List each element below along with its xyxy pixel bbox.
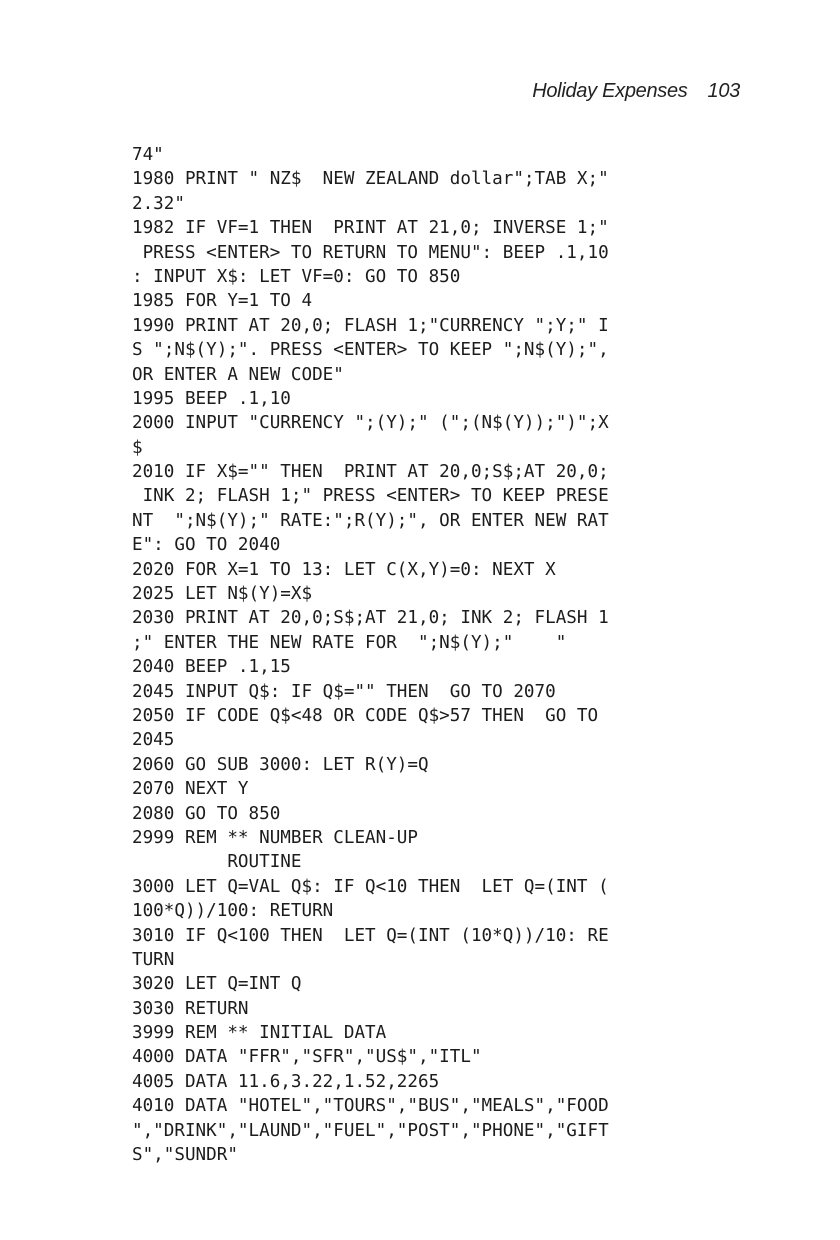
- basic-program-listing: [132, 143, 772, 1167]
- code-line: 2045 INPUT Q$: IF Q$="" THEN GO TO 2070: [132, 681, 556, 702]
- code-line: 1990 PRINT AT 20,0; FLASH 1;"CURRENCY ";Y;" I: [132, 315, 609, 336]
- code-line: 2070 NEXT Y: [132, 779, 249, 800]
- code-line: 2020 FOR X=1 TO 13: LET C(X,Y)=0: NEXT X: [132, 559, 556, 580]
- code-line: TURN: [132, 949, 175, 970]
- code-line: 2060 GO SUB 3000: LET R(Y)=Q: [132, 754, 429, 775]
- code-line: : INPUT X$: LET VF=0: GO TO 850: [132, 266, 461, 287]
- code-line: PRESS <ENTER> TO RETURN TO MENU": BEEP .1,10: [132, 242, 609, 263]
- code-line: $: [132, 437, 143, 458]
- code-line: 4005 DATA 11.6,3.22,1.52,2265: [132, 1071, 440, 1092]
- code-line: 2040 BEEP .1,15: [132, 657, 291, 678]
- code-line: ROUTINE: [132, 852, 302, 873]
- code-line: 2999 REM ** NUMBER CLEAN-UP: [132, 827, 418, 848]
- code-line: 2050 IF CODE Q$<48 OR CODE Q$>57 THEN GO TO: [132, 705, 599, 726]
- code-line: 2080 GO TO 850: [132, 803, 281, 824]
- code-line: 2000 INPUT "CURRENCY ";(Y);" (";(N$(Y));")";X: [132, 413, 609, 434]
- code-line: 100*Q))/100: RETURN: [132, 901, 334, 922]
- code-line: 2010 IF X$="" THEN PRINT AT 20,0;S$;AT 20,0;: [132, 462, 609, 483]
- code-line: 2045: [132, 730, 175, 751]
- code-line: 3020 LET Q=INT Q: [132, 974, 302, 995]
- code-line: NT ";N$(Y);" RATE:";R(Y);", OR ENTER NEW RAT: [132, 510, 609, 531]
- code-line: 3030 RETURN: [132, 998, 249, 1019]
- code-line: 4000 DATA "FFR","SFR","US$","ITL": [132, 1047, 482, 1068]
- code-line: S","SUNDR": [132, 1145, 238, 1166]
- code-line: OR ENTER A NEW CODE": [132, 364, 344, 385]
- code-line: 1985 FOR Y=1 TO 4: [132, 291, 313, 312]
- code-line: 3000 LET Q=VAL Q$: IF Q<10 THEN LET Q=(INT (: [132, 876, 609, 897]
- code-line: E": GO TO 2040: [132, 535, 281, 556]
- code-line: 3010 IF Q<100 THEN LET Q=(INT (10*Q))/10: RE: [132, 925, 609, 946]
- code-line: 1995 BEEP .1,10: [132, 388, 291, 409]
- code-line: 2025 LET N$(Y)=X$: [132, 584, 313, 605]
- running-header: [532, 80, 740, 103]
- code-line: ","DRINK","LAUND","FUEL","POST","PHONE","GIFT: [132, 1120, 609, 1141]
- page-number: 103: [707, 80, 740, 102]
- code-line: 2.32": [132, 193, 185, 214]
- code-line: INK 2; FLASH 1;" PRESS <ENTER> TO KEEP PRESE: [132, 486, 609, 507]
- code-line: 4010 DATA "HOTEL","TOURS","BUS","MEALS","FOOD: [132, 1096, 609, 1117]
- code-line: ;" ENTER THE NEW RATE FOR ";N$(Y);" ": [132, 632, 567, 653]
- code-line: S ";N$(Y);". PRESS <ENTER> TO KEEP ";N$(Y);",: [132, 340, 609, 361]
- code-line: 3999 REM ** INITIAL DATA: [132, 1023, 387, 1044]
- chapter-title: Holiday Expenses: [532, 80, 688, 102]
- code-line: 1982 IF VF=1 THEN PRINT AT 21,0; INVERSE 1;": [132, 218, 609, 239]
- code-line: 2030 PRINT AT 20,0;S$;AT 21,0; INK 2; FLASH 1: [132, 608, 609, 629]
- code-line: 1980 PRINT " NZ$ NEW ZEALAND dollar";TAB X;": [132, 169, 609, 190]
- code-line: 74": [132, 145, 164, 165]
